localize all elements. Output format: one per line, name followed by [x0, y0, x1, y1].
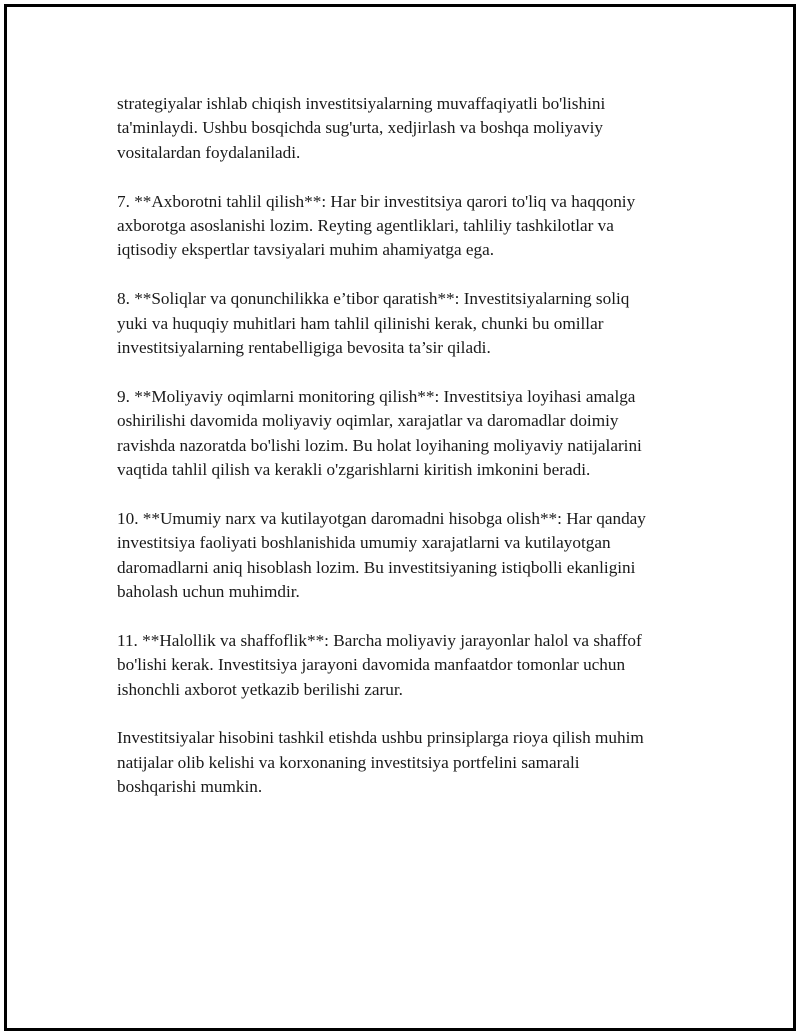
text-line: vositalardan foydalaniladi. — [117, 142, 301, 162]
text-line: vaqtida tahlil qilish va kerakli o'zgarishlarni kiritish imkonini beradi. — [117, 460, 591, 480]
paragraph-conclusion — [117, 726, 692, 799]
text-line: 9. **Moliyaviy oqimlarni monitoring qilish**: Investitsiya loyihasi amalga — [117, 386, 636, 406]
paragraph-intro-continuation — [117, 92, 692, 165]
text-line: oshirilishi davomida moliyaviy oqimlar, xarajatlar va daromadlar doimiy — [117, 411, 619, 431]
text-line: 7. **Axborotni tahlil qilish**: Har bir investitsiya qarori to'liq va haqqoniy — [117, 191, 636, 211]
text-line: ta'minlaydi. Ushbu bosqichda sug'urta, xedjirlash va boshqa moliyaviy — [117, 118, 603, 138]
text-line: iqtisodiy ekspertlar tavsiyalari muhim ahamiyatga ega. — [117, 240, 495, 260]
text-line: investitsiya faoliyati boshlanishida umumiy xarajatlarni va kutilayotgan — [117, 533, 611, 553]
text-line: Investitsiyalar hisobini tashkil etishda ushbu prinsiplarga rioya qilish muhim — [117, 728, 644, 748]
paragraph-item-8 — [117, 287, 692, 360]
text-line: baholash uchun muhimdir. — [117, 582, 300, 602]
paragraph-item-7 — [117, 190, 692, 263]
text-line: investitsiyalarning rentabelligiga bevosita ta’sir qiladi. — [117, 338, 491, 358]
text-line: bo'lishi kerak. Investitsiya jarayoni davomida manfaatdor tomonlar uchun — [117, 655, 626, 675]
text-line: 8. **Soliqlar va qonunchilikka e’tibor qaratish**: Investitsiyalarning soliq — [117, 289, 630, 309]
document-body — [117, 92, 692, 824]
text-line: 10. **Umumiy narx va kutilayotgan daromadni hisobga olish**: Har qanday — [117, 508, 646, 528]
paragraph-item-9 — [117, 385, 692, 483]
text-line: ishonchli axborot yetkazib berilishi zarur. — [117, 679, 403, 699]
text-line: daromadlarni aniq hisoblash lozim. Bu investitsiyaning istiqbolli ekanligini — [117, 557, 636, 577]
text-line: ravishda nazoratda bo'lishi lozim. Bu holat loyihaning moliyaviy natijalarini — [117, 435, 642, 455]
text-line: yuki va huquqiy muhitlari ham tahlil qilinishi kerak, chunki bu omillar — [117, 313, 604, 333]
paragraph-item-11 — [117, 629, 692, 702]
text-line: axborotga asoslanishi lozim. Reyting agentliklari, tahliliy tashkilotlar va — [117, 216, 614, 236]
text-line: boshqarishi mumkin. — [117, 777, 263, 797]
text-line: strategiyalar ishlab chiqish investitsiyalarning muvaffaqiyatli bo'lishini — [117, 94, 606, 113]
text-line: 11. **Halollik va shaffoflik**: Barcha moliyaviy jarayonlar halol va shaffof — [117, 630, 642, 650]
text-line: natijalar olib kelishi va korxonaning investitsiya portfelini samarali — [117, 752, 580, 772]
paragraph-item-10 — [117, 507, 692, 605]
